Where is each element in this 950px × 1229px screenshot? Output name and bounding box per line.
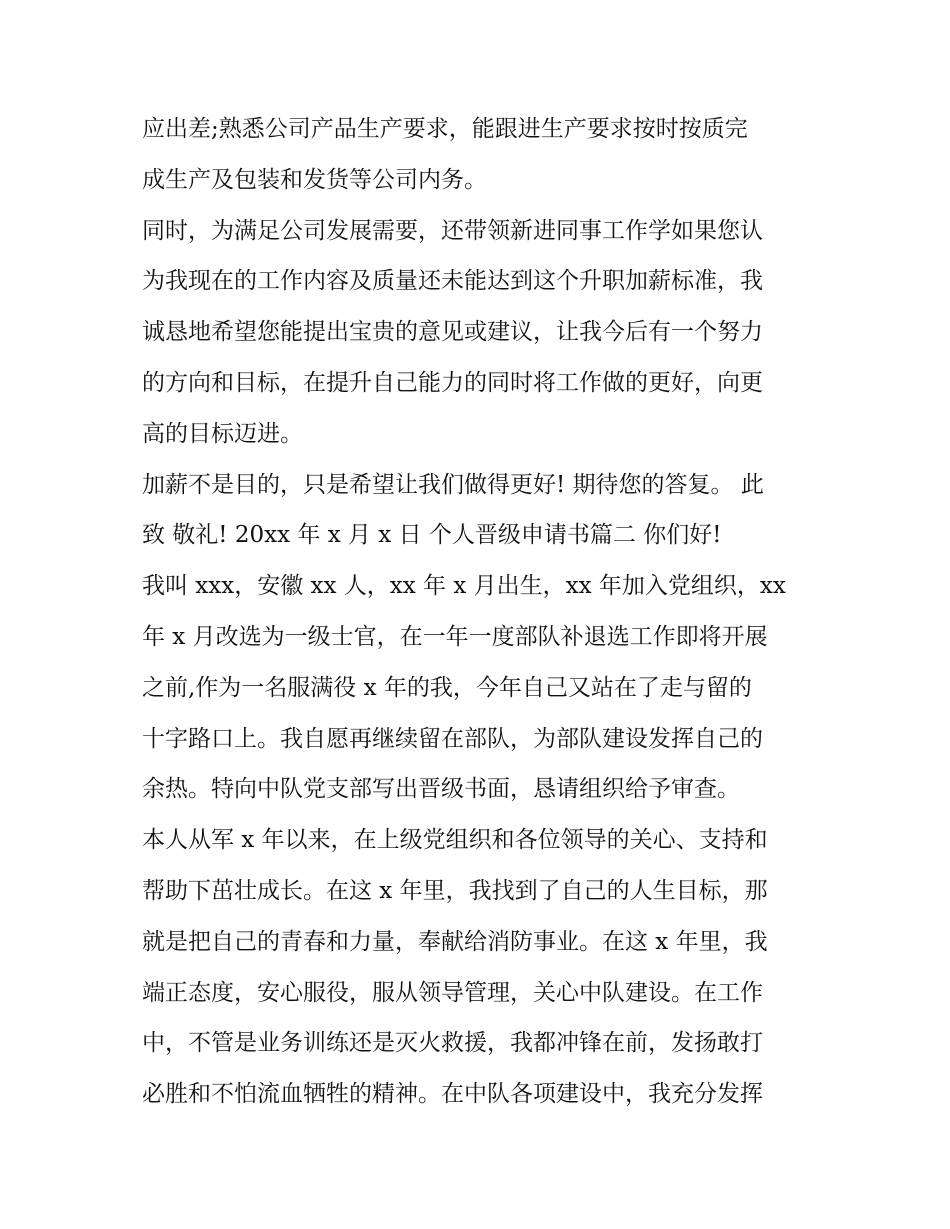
text-line: 端正态度，安心服役，服从领导管理，关心中队建设。在工作 [142,979,763,1006]
text-line: 本人从军 x 年以来，在上级党组织和各位领导的关心、支持和 [142,827,768,854]
text-line: 十字路口上。我自愿再继续留在部队，为部队建设发挥自己的 [142,725,763,752]
text-line: 年 x 月改选为一级士官，在一年一度部队补退选工作即将开展 [142,623,768,650]
text-line: 余热。特向中队党支部写出晋级书面，恳请组织给予审查。 [142,776,740,803]
text-line: 加薪不是目的，只是希望让我们做得更好! 期待您的答复。 此 [142,471,764,498]
text-line: 应出差;熟悉公司产品生产要求，能跟进生产要求按时按质完 [142,116,748,142]
text-line: 诚恳地希望您能提出宝贵的意见或建议，让我今后有一个努力 [142,319,763,346]
text-line: 的方向和目标，在提升自己能力的同时将工作做的更好，向更 [142,369,763,396]
text-line: 必胜和不怕流血牺牲的精神。在中队各项建设中，我充分发挥 [142,1081,763,1108]
text-line: 同时，为满足公司发展需要，还带领新进同事工作学如果您认 [142,217,763,244]
text-line: 成生产及包装和发货等公司内务。 [142,166,487,193]
text-line: 帮助下茁壮成长。在这 x 年里，我找到了自己的人生目标，那 [142,877,768,904]
text-line: 中，不管是业务训练还是灭火救援，我都冲锋在前，发扬敢打 [142,1030,763,1057]
text-line: 我叫 xxx，安徽 xx 人，xx 年 x 月出生，xx 年加入党组织，xx [142,573,786,600]
document-body [142,104,814,1120]
text-line: 就是把自己的青春和力量，奉献给消防事业。在这 x 年里，我 [142,928,768,955]
text-line: 为我现在的工作内容及质量还未能达到这个升职加薪标准，我 [142,268,763,295]
text-line: 之前,作为一名服满役 x 年的我，今年自己又站在了走与留的 [142,674,752,701]
text-line: 致 敬礼! 20xx 年 x 月 x 日 个人晋级申请书篇二 你们好! [142,522,722,549]
text-line: 高的目标迈进。 [142,420,303,447]
